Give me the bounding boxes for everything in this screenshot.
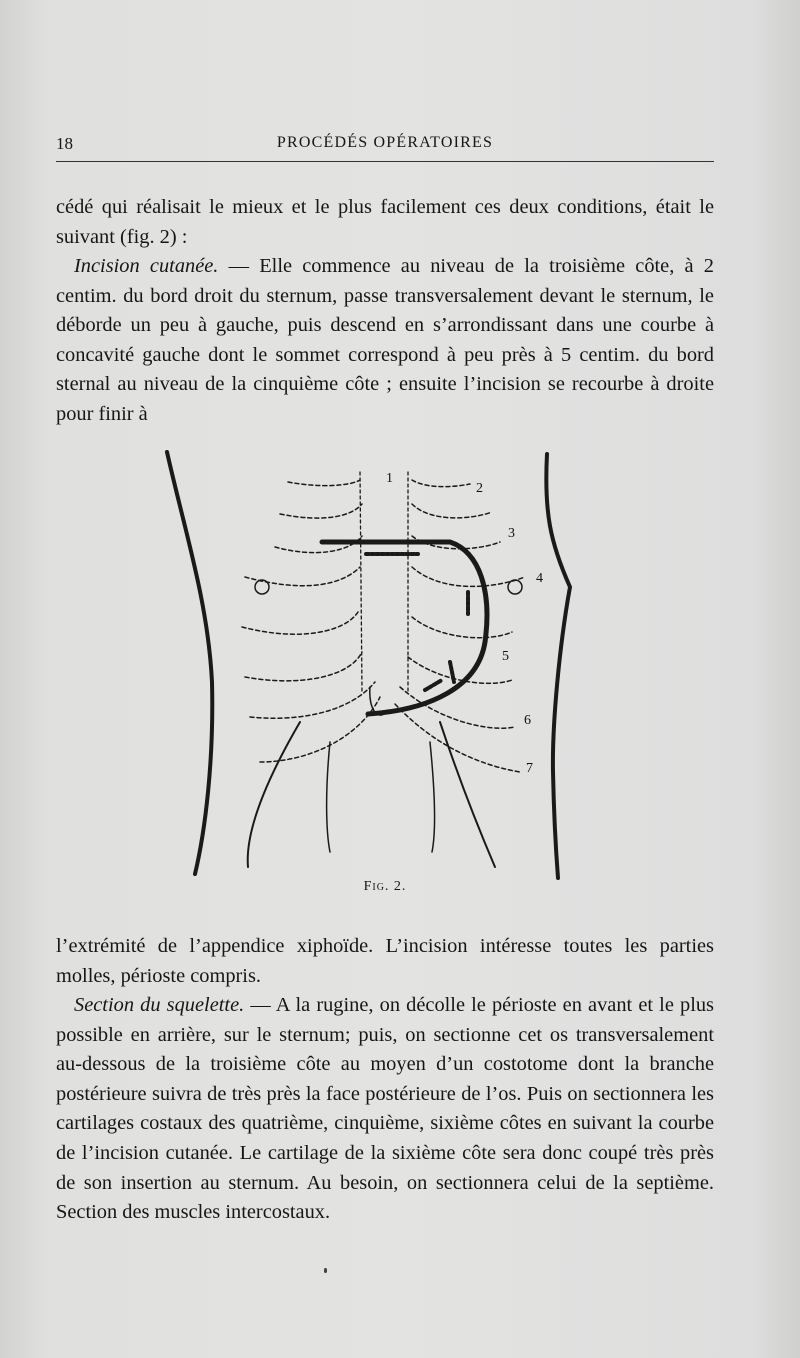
rib-label-3: 3: [508, 526, 515, 541]
paragraph-text: cédé qui réalisait le mieux et le plus facilement ces deux conditions, était le suivant (fig. 2) :: [56, 196, 714, 248]
incision-line: [322, 542, 487, 714]
page-number: 18: [56, 134, 73, 153]
section-lead-squelette: Section du squelette.: [74, 994, 245, 1016]
left-ribs: [242, 480, 380, 762]
paragraph-text: — Elle commence au niveau de la troisième côte, à 2 centim. du bord droit du sternum, passe transversalement devant le sternum, le déborde un peu à gauche, puis descend en s’arrondissant dans une courbe à concavité gauche dont le sommet correspond à peu près à 5 centim. du bord sternal au niveau de la cinquième côte ; ensuite l’incision se recourbe à droite pour finir à: [56, 255, 714, 425]
paragraph-section-squelette: [56, 991, 714, 1228]
paragraph-incision-cutanee: [56, 252, 714, 430]
cartilage-cut-marks: [366, 554, 468, 690]
abdomen-right-contour: [440, 722, 495, 867]
rib-label-4: 4: [536, 571, 543, 586]
rib-label-7: 7: [526, 761, 533, 776]
torso-left-outline: [167, 452, 212, 874]
torso-right-outline: [546, 454, 570, 878]
rib-label-1: 1: [386, 471, 393, 486]
rib-label-6: 6: [524, 713, 531, 728]
abdomen-left-contour: [248, 722, 300, 867]
running-head: PROCÉDÉS OPÉRATOIRES: [276, 134, 494, 151]
figure-caption: Fig. 2.: [363, 879, 407, 894]
ink-spot: [324, 1268, 327, 1273]
left-nipple: [255, 580, 269, 594]
paragraph-text: l’extrémité de l’appendice xiphoïde. L’incision intéresse toutes les parties molles, périoste compris.: [56, 935, 714, 987]
section-lead-incision: Incision cutanée.: [74, 255, 219, 277]
rib-label-2: 2: [476, 481, 483, 496]
abdomen-median-left: [327, 742, 330, 852]
paragraph-text: — A la rugine, on décolle le périoste en avant et le plus possible en arrière, sur le sternum; puis, on sectionne cet os transversalement au-dessous de la troisième côte au moyen d’un costotome dont la branche postérieure suivra de très près la face postérieure de l’os. Puis on sectionnera les cartilages costaux des quatrième, cinquième, sixième côtes en suivant la courbe de l’incision cutanée. Le cartilage de la sixième côte sera donc coupé très près de son insertion au sternum. Au besoin, on sectionnera celui de la septième. Section des muscles intercostaux.: [56, 994, 714, 1224]
rib-numbers: [386, 471, 543, 776]
thorax-diagram: [150, 442, 590, 882]
figure-thorax-incision: [150, 442, 590, 882]
right-nipple: [508, 580, 522, 594]
rib-label-5: 5: [502, 649, 509, 664]
sternum-outline: [360, 472, 408, 692]
paragraph-xiphoid: [56, 932, 714, 991]
paragraph-procedure-intro: [56, 193, 714, 252]
abdomen-median-right: [430, 742, 434, 852]
right-ribs: [395, 480, 525, 772]
page-header: [56, 131, 714, 162]
